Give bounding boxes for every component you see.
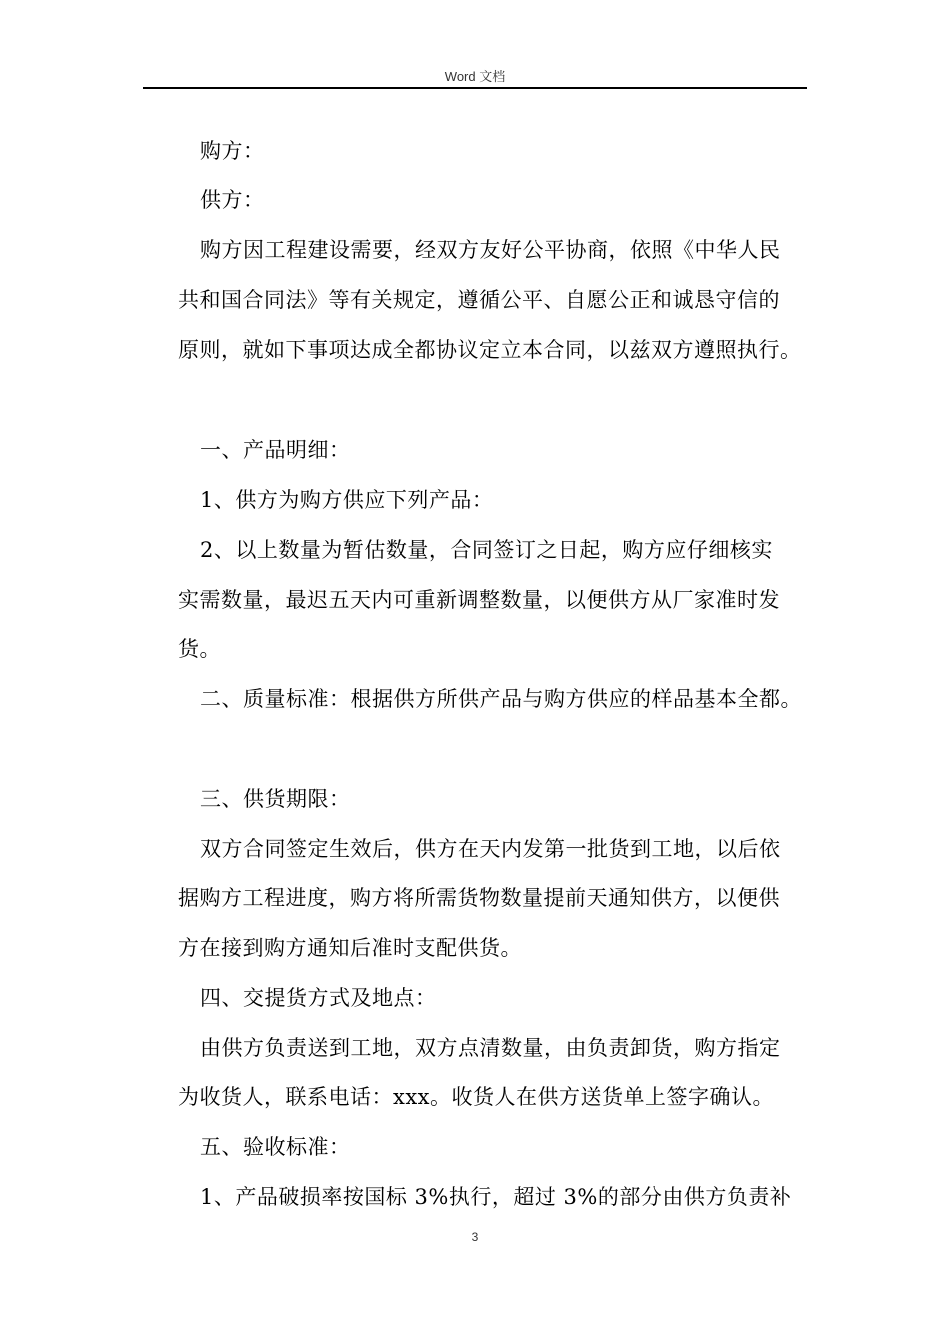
delivery-line-1: 双方合同签定生效后，供方在天内发第一批货到工地，以后依 <box>200 837 781 861</box>
clause-1-2-line-2: 实需数量，最迟五天内可重新调整数量，以便供方从厂家准时发 <box>178 588 780 612</box>
preamble-line-1: 购方因工程建设需要，经双方友好公平协商，依照《中华人民 <box>200 238 781 262</box>
acceptance-clause-1: 1、产品破损率按国标 3%执行，超过 3%的部分由供方负责补 <box>200 1185 792 1209</box>
section-quality: 二、质量标准：根据供方所供产品与购方供应的样品基本全都。 <box>200 687 802 711</box>
delivery-line-3: 方在接到购方通知后准时支配供货。 <box>178 936 522 960</box>
section-heading-delivery-period: 三、供货期限： <box>200 787 351 811</box>
supplier-label: 供方： <box>200 188 265 212</box>
method-line-2: 为收货人，联系电话：xxx。收货人在供方送货单上签字确认。 <box>178 1085 775 1109</box>
preamble-line-2: 共和国合同法》等有关规定，遵循公平、自愿公正和诚恳守信的 <box>178 288 780 312</box>
method-line-1: 由供方负责送到工地，双方点清数量，由负责卸货，购方指定 <box>200 1036 781 1060</box>
clause-1-2-line-3: 货。 <box>178 637 221 661</box>
buyer-label: 购方： <box>200 139 265 163</box>
section-heading-products: 一、产品明细： <box>200 438 351 462</box>
section-heading-delivery-method: 四、交提货方式及地点： <box>200 986 437 1010</box>
header-rule <box>143 87 807 89</box>
section-heading-acceptance: 五、验收标准： <box>200 1135 351 1159</box>
delivery-line-2: 据购方工程进度，购方将所需货物数量提前天通知供方，以便供 <box>178 886 780 910</box>
page-number: 3 <box>471 1230 479 1244</box>
clause-1-2-line-1: 2、以上数量为暂估数量，合同签订之日起，购方应仔细核实 <box>200 538 773 562</box>
page-header: Word 文档 <box>444 69 506 84</box>
clause-1-1: 1、供方为购方供应下列产品： <box>200 488 494 512</box>
preamble-line-3: 原则，就如下事项达成全都协议定立本合同，以兹双方遵照执行。 <box>178 338 802 362</box>
